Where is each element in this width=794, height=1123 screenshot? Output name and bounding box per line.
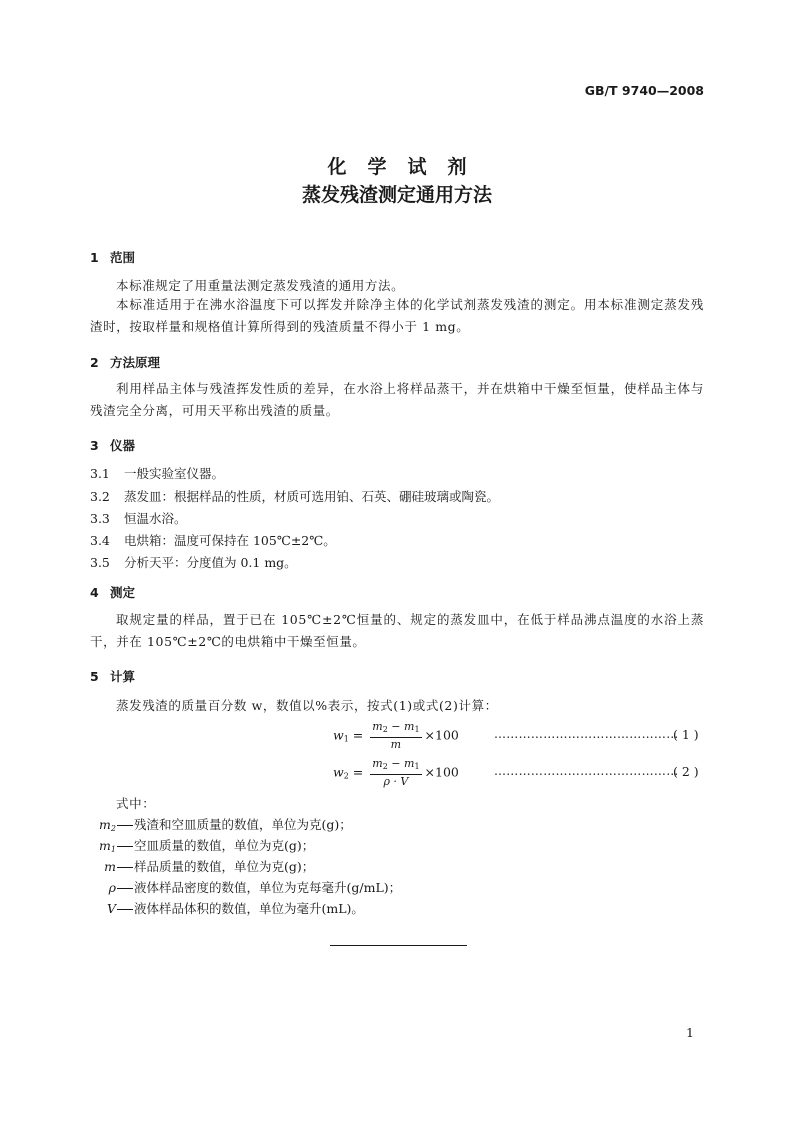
section-title: 范围 bbox=[110, 250, 136, 265]
formula-lhs-subscript: 2 bbox=[343, 771, 349, 781]
symbol-subscript: 2 bbox=[110, 824, 116, 833]
scope-paragraph-2: 本标准适用于在沸水浴温度下可以挥发并除净主体的化学试剂蒸发残渣的测定。用本标准测定蒸发残渣时，按取样量和规格值计算所得到的残渣质量不得小于 1 mg。 bbox=[90, 297, 704, 334]
symbol-letter: V bbox=[106, 901, 116, 916]
numerator-subscript: 2 bbox=[382, 762, 388, 771]
variable-symbol bbox=[73, 817, 116, 833]
numerator-term: m bbox=[372, 757, 383, 770]
section-heading-calculation bbox=[90, 667, 135, 685]
section-title: 测定 bbox=[110, 585, 136, 600]
formula-fraction bbox=[370, 720, 421, 752]
apparatus-item bbox=[90, 487, 499, 505]
item-text: 电烘箱：温度可保持在 105℃±2℃。 bbox=[124, 533, 336, 548]
formula-1 bbox=[333, 720, 459, 752]
document-title: 化学试剂 bbox=[327, 156, 488, 178]
formula-lhs-subscript: 1 bbox=[343, 734, 349, 744]
item-number: 3.5 bbox=[90, 555, 110, 570]
variable-description: 液体样品密度的数值，单位为克每毫升(g/mL)； bbox=[134, 880, 402, 895]
apparatus-item bbox=[90, 531, 336, 549]
formula-number: ( 2 ) bbox=[673, 764, 699, 779]
item-number: 3.4 bbox=[90, 533, 110, 548]
symbol-letter: m bbox=[99, 817, 111, 832]
section-heading-principle bbox=[90, 353, 160, 371]
variable-symbol bbox=[73, 901, 116, 917]
formula-leader-dots: ……………………………………… bbox=[494, 727, 679, 741]
section-number: 5 bbox=[90, 669, 99, 684]
symbol-letter: m bbox=[99, 838, 111, 853]
numerator-subscript: 2 bbox=[382, 725, 388, 734]
em-dash bbox=[117, 846, 133, 847]
formula-lhs: w bbox=[333, 764, 344, 780]
section-number: 4 bbox=[90, 585, 99, 600]
item-number: 3.2 bbox=[90, 489, 110, 504]
symbol-subscript: 1 bbox=[110, 845, 116, 854]
numerator-term: m bbox=[404, 720, 415, 733]
fraction-numerator bbox=[370, 720, 421, 737]
item-number: 3.1 bbox=[90, 466, 110, 481]
numerator-subscript: 1 bbox=[414, 762, 420, 771]
item-text: 分析天平：分度值为 0.1 mg。 bbox=[124, 555, 297, 570]
variable-description: 液体样品体积的数值，单位为毫升(mL)。 bbox=[134, 901, 364, 916]
minus-sign: − bbox=[387, 720, 404, 733]
formula-number: ( 1 ) bbox=[673, 727, 699, 742]
standard-number: GB/T 9740—2008 bbox=[584, 83, 704, 98]
variable-description: 样品质量的数值，单位为克(g)； bbox=[134, 859, 315, 874]
formula-multiplier: ×100 bbox=[424, 764, 459, 780]
page-number: 1 bbox=[686, 1025, 694, 1040]
em-dash bbox=[117, 867, 133, 868]
determination-paragraph: 取规定量的样品，置于已在 105℃±2℃恒量的、规定的蒸发皿中，在低于样品沸点温度的水浴上蒸干，并在 105℃±2℃的电烘箱中干燥至恒量。 bbox=[90, 612, 704, 649]
section-heading-apparatus bbox=[90, 436, 135, 454]
variable-definition bbox=[73, 857, 314, 875]
section-title: 方法原理 bbox=[110, 355, 161, 370]
formula-lhs: w bbox=[333, 727, 344, 743]
symbol-letter: m bbox=[104, 859, 116, 874]
scope-paragraph-1: 本标准规定了用重量法测定蒸发残渣的通用方法。 bbox=[116, 278, 405, 293]
equals-sign: = bbox=[352, 764, 364, 780]
formula-2 bbox=[333, 757, 459, 789]
symbol-letter: ρ bbox=[108, 880, 116, 895]
numerator-term: m bbox=[404, 757, 415, 770]
item-text: 一般实验室仪器。 bbox=[124, 466, 225, 481]
fraction-numerator bbox=[370, 757, 421, 774]
fraction-denominator: ρ · V bbox=[383, 775, 409, 788]
variable-symbol bbox=[73, 838, 116, 854]
formula-leader-dots: ……………………………………… bbox=[494, 764, 679, 778]
section-heading-determination bbox=[90, 583, 135, 601]
item-text: 蒸发皿：根据样品的性质，材质可选用铂、石英、硼硅玻璃或陶瓷。 bbox=[124, 489, 500, 504]
minus-sign: − bbox=[387, 757, 404, 770]
numerator-term: m bbox=[372, 720, 383, 733]
variable-description: 残渣和空皿质量的数值，单位为克(g)； bbox=[134, 817, 352, 832]
numerator-subscript: 1 bbox=[414, 725, 420, 734]
variable-definition bbox=[73, 815, 352, 833]
section-title: 仪器 bbox=[110, 438, 136, 453]
apparatus-item bbox=[90, 509, 187, 527]
section-number: 2 bbox=[90, 355, 99, 370]
item-number: 3.3 bbox=[90, 511, 110, 526]
section-heading-scope bbox=[90, 248, 135, 266]
variable-definition bbox=[73, 836, 314, 854]
apparatus-item bbox=[90, 464, 224, 482]
end-rule bbox=[330, 945, 467, 946]
section-number: 1 bbox=[90, 250, 99, 265]
variable-symbol bbox=[73, 859, 116, 875]
calculation-intro: 蒸发残渣的质量百分数 w，数值以%表示，按式(1)或式(2)计算： bbox=[116, 698, 498, 713]
item-text: 恒温水浴。 bbox=[124, 511, 187, 526]
principle-paragraph: 利用样品主体与残渣挥发性质的差异，在水浴上将样品蒸干，并在烘箱中干燥至恒量，使样品主体与残渣完全分离，可用天平称出残渣的质量。 bbox=[90, 381, 704, 418]
em-dash bbox=[117, 909, 133, 910]
em-dash bbox=[117, 825, 133, 826]
section-title: 计算 bbox=[110, 669, 136, 684]
formula-multiplier: ×100 bbox=[424, 727, 459, 743]
equals-sign: = bbox=[352, 727, 364, 743]
apparatus-item bbox=[90, 553, 297, 571]
variable-description: 空皿质量的数值，单位为克(g)； bbox=[134, 838, 315, 853]
where-label: 式中： bbox=[116, 796, 156, 811]
em-dash bbox=[117, 888, 133, 889]
variable-definition bbox=[73, 899, 364, 917]
formula-fraction bbox=[370, 757, 421, 789]
variable-symbol bbox=[73, 880, 116, 896]
section-number: 3 bbox=[90, 438, 99, 453]
variable-definition bbox=[73, 878, 401, 896]
fraction-denominator: m bbox=[390, 738, 402, 751]
document-subtitle: 蒸发残渣测定通用方法 bbox=[301, 184, 492, 206]
